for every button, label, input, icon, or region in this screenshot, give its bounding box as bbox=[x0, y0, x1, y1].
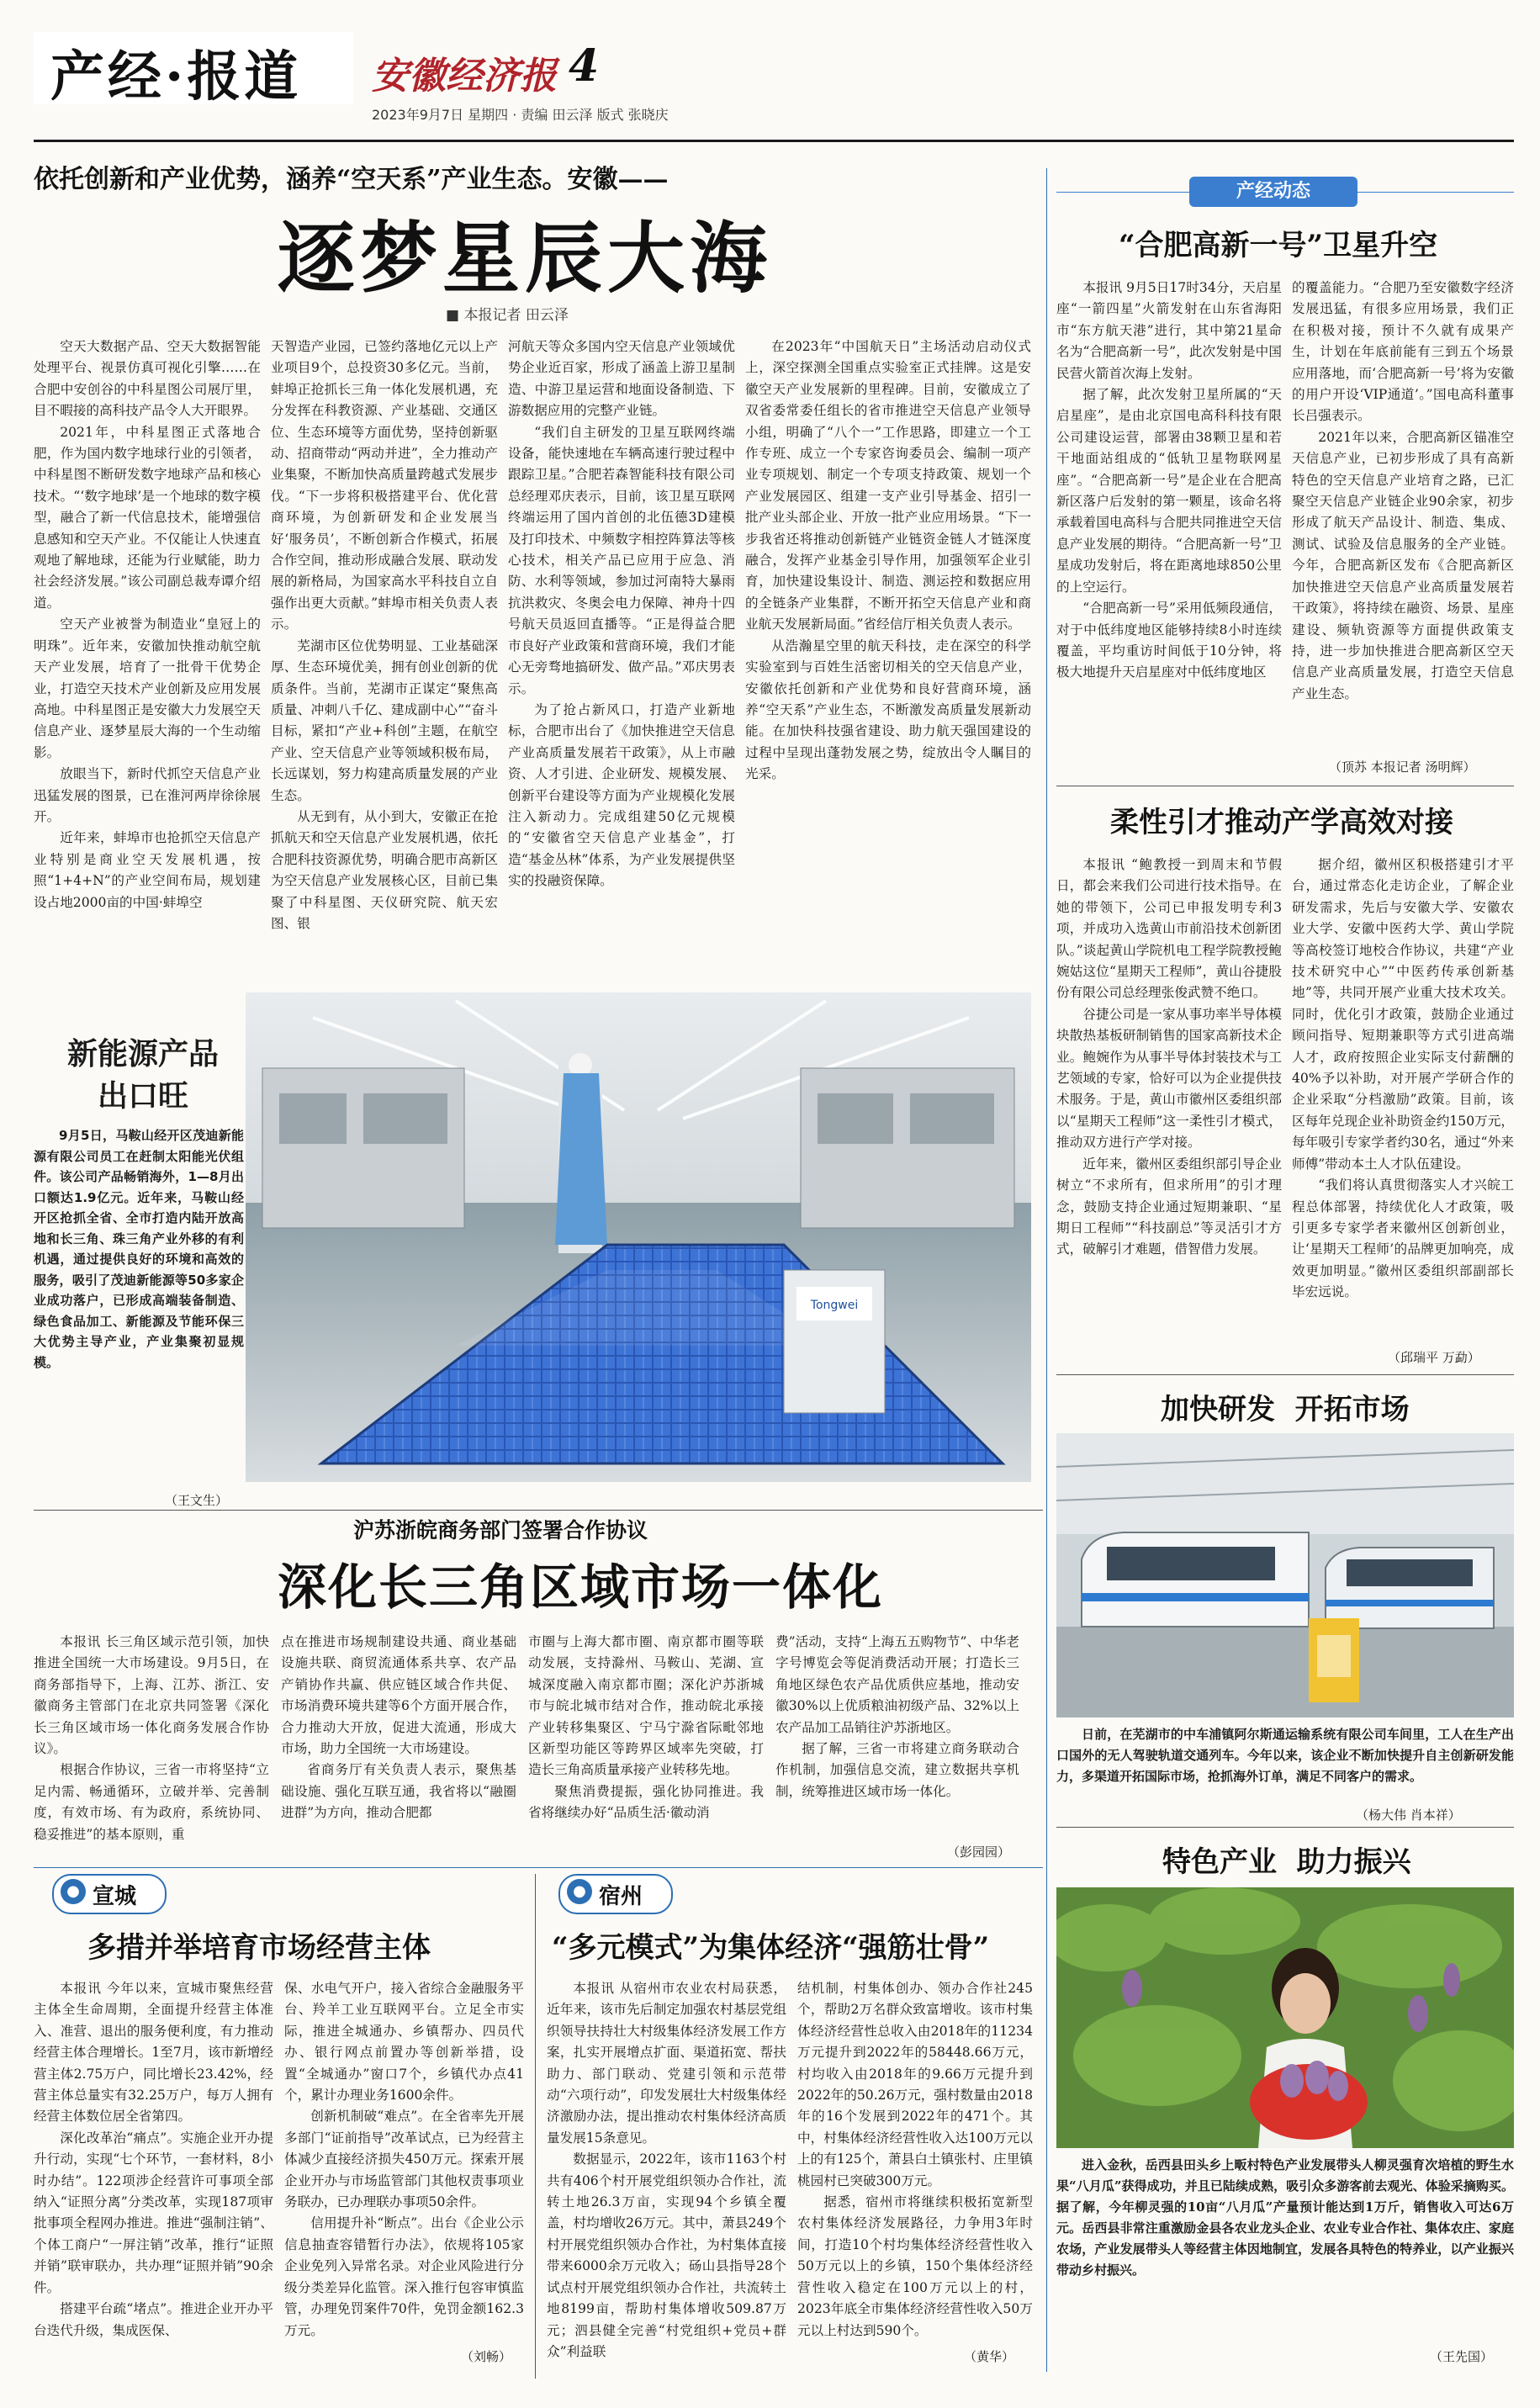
lead-column-1 bbox=[34, 336, 261, 992]
dynamics-banner: 产经动态 bbox=[1189, 177, 1357, 207]
talent-column-2 bbox=[1292, 855, 1514, 1347]
suzhou-credit: （黄华） bbox=[964, 2349, 1015, 2364]
paragraph: 本报讯 长三角区域示范引领，加快推进全国统一大市场建设。9月5日，在商务部指导下，上海、江苏、浙江、安徽商务主管部门在北京共同签署《深化长三角区域市场一体化商务发展合作协议》。 bbox=[34, 1634, 269, 1757]
paragraph: 费”活动，支持“上海五五购物节”、中华老字号博览会等促消费活动开展；打造长三角地区绿色农产品优质供应基地，推动安徽30%以上优质粮油初级产品、32%以上农产品加工品销往沪苏浙地区。 bbox=[775, 1634, 1019, 1735]
trade-column-2 bbox=[281, 1632, 516, 1860]
paragraph: “合肥高新一号”采用低频段通信，对于中低纬度地区能够持续8小时连续覆盖，平均重访时间低于10分钟，将极大地提升天启星座对中低纬度地区 bbox=[1056, 601, 1282, 680]
lead-column-2 bbox=[271, 336, 498, 992]
paragraph: 创新机制破“难点”。在全省率先开展多部门“证前指导”改革试点，已为经营主体减少直接经济损失450万元。探索开展企业开办与市场监管部门其他权责事项业务联办，已办理联办事项50余件。 bbox=[284, 2109, 524, 2210]
trade-column-1 bbox=[34, 1632, 269, 1860]
divider bbox=[1056, 1374, 1514, 1375]
page-number: 4 bbox=[569, 40, 600, 92]
paragraph: 数据显示，2022年，该市1163个村共有406个村开展党组织领办合作社，流转土地26.3万亩，实现94个乡镇全覆盖，村均增收26万元。其中，萧县249个村开展党组织领办合作社，为村集体直接带来6000余万元收入；砀山县指导28个试点村开展党组织领办合作社，共流转土地8199亩，帮助村集体增收509.87万元；泗县健全完善“村党组织+党员+群众”利益联 bbox=[547, 2151, 786, 2359]
paragraph: 近年来，徽州区委组织部引导企业树立“不求所有，但求所用”的引才理念，鼓励支持企业通过短期兼职、“星期日工程师”“科技副总”等灵活引才方式，破解引才难题，借智借力发展。 bbox=[1056, 1156, 1282, 1257]
lead-column-3 bbox=[508, 336, 735, 992]
divider bbox=[34, 1510, 1043, 1511]
divider bbox=[1046, 168, 1047, 2372]
paragraph: 据介绍，徽州区积极搭建引才平台，通过常态化走访企业，了解企业研发需求，先后与安徽大学、安徽农业大学、安徽中医药大学、黄山学院等高校签订地校合作协议，共建“产业技术研究中心”“中医药传承创新基地”等，共同开展产业重大技术攻关。同时，优化引才政策，鼓励企业通过顾问指导、短期兼职等方式引进高端人才，政府按照企业实际支付薪酬的40%予以补助，对开展产学研合作的企业采取“分档激励”政策。目前，该区每年兑现企业补助资金约150万元，每年吸引专家学者约30名，通过“外来师傅”带动本土人才队伍建设。 bbox=[1292, 857, 1514, 1172]
paragraph: “我们自主研发的卫星互联网终端设备，能快速地在车辆高速行驶过程中跟踪卫星。”合肥若森智能科技有限公司总经理邓庆表示，目前，该卫星互联网终端运用了国内首创的北伍德3D建模及打印技术、中频数字相控阵算法等核心技术，相关产品已应用于应急、消防、水利等领域，参加过河南特大暴雨抗洪救灾、冬奥会电力保障、神舟十四号航天员返回直播等。“正是得益合肥市良好产业政策和营商环境，我们才能心无旁骛地搞研发、做产品。”邓庆男表示。 bbox=[508, 424, 735, 696]
booth-label: Tongwei bbox=[810, 1299, 859, 1312]
side-news-title-line: 出口旺 bbox=[97, 1078, 188, 1114]
paragraph: 据了解，三省一市将建立商务联动合作机制，加强信息交流，建立数据共享机制，统筹推进区域市场一体化。 bbox=[775, 1741, 1019, 1799]
satellite-column-2 bbox=[1292, 278, 1514, 757]
lead-column-4 bbox=[745, 336, 1031, 992]
paragraph: 结机制，村集体创办、领办合作社245个，帮助2万名群众致富增收。该市村集体经济经营性总收入由2018年的11234万元提升到2022年的58448.66万元，村均收入由2018年的9.66万元提升到2022年的50.26万元，强村数量由2018年的16个发展到2022年的471个。其中，村集体经济经营性收入达100万元以上的有125个，萧县白土镇张村、庄里镇桃园村已突破300万元。 bbox=[797, 1981, 1033, 2188]
masthead bbox=[0, 0, 1540, 151]
rural-title: 特色产业 助力振兴 bbox=[1162, 1845, 1411, 1879]
solar-factory-illustration bbox=[246, 992, 1031, 1482]
suzhou-column-2 bbox=[797, 1978, 1033, 2345]
suzhou-tag-label: 宿州 bbox=[599, 1884, 643, 1909]
xuancheng-column-1 bbox=[34, 1978, 273, 2365]
talent-column-1 bbox=[1056, 855, 1282, 1368]
paragraph: 本报讯 今年以来，宣城市聚焦经营主体全生命周期，全面提升经营主体准入、准营、退出的服务便利度，有力推动经营主体合理增长。1至7月，该市新增经营主体2.75万户，同比增长23.42%，经营主体总量实有32.25万户，每万人拥有经营主体数位居全省第四。 bbox=[34, 1981, 273, 2125]
satellite-column-1 bbox=[1056, 278, 1282, 779]
trade-kicker: 沪苏浙皖商务部门签署合作协议 bbox=[353, 1518, 648, 1543]
fruit-farmer-illustration bbox=[1056, 1887, 1514, 2148]
paragraph: 谷捷公司是一家从事功率半导体模块散热基板研制销售的国家高新技术企业。鲍婉作为从事半导体封装技术与工艺领域的专家，恰好可以为企业提供技术服务。于是，黄山市徽州区委组织部以“星期天工程师”这一柔性引才模式，推动双方进行产学对接。 bbox=[1056, 1006, 1282, 1151]
side-news-title bbox=[34, 1033, 252, 1117]
paragraph: 2021年，中科星图正式落地合肥，作为国内数字地球行业的引领者，中科星图不断研发数字地球产品和核心技术。“‘数字地球’是一个地球的数字模型，融合了新一代信息技术，能增强信息感知和空天产业。不仅能让人快速直观地了解地球，还能为行业赋能，助力社会经济发展。”该公司副总裁寿谭介绍道。 bbox=[34, 424, 261, 611]
suzhou-title: “多元模式”为集体经济“强筋壮骨” bbox=[552, 1931, 990, 1965]
train-factory-illustration bbox=[1056, 1433, 1514, 1717]
xuancheng-credit: （刘畅） bbox=[461, 2349, 512, 2364]
rural-credit: （王先国） bbox=[1430, 2349, 1494, 2364]
talent-title: 柔性引才推动产学高效对接 bbox=[1110, 806, 1453, 839]
train-factory-photo bbox=[1056, 1433, 1514, 1717]
paragraph: 进入金秋，岳西县田头乡上畈村特色产业发展带头人柳灵强育次培植的野生水果“八月瓜”获得成功，并且已陆续成熟，吸引众多游客前去观光、体验采摘购买。据了解，今年柳灵强的10亩“八月瓜”产量预计能达到1万斤，销售收入可达6万元。岳西县非常注重激励金县各农业龙头企业、农业专业合作社、集体农庄、家庭农场，产业发展带头人等经营主体因地制宜，发展各具特色的特养业，以产业振兴带动乡村振兴。 bbox=[1056, 2157, 1514, 2278]
location-pin-icon: ● bbox=[567, 1879, 592, 1904]
xuancheng-column-2 bbox=[284, 1978, 524, 2345]
paragraph: 省商务厅有关负责人表示，聚焦基础设施、强化互联互通，我省将以“融圈进群”为方向，推动合肥都 bbox=[281, 1762, 516, 1821]
satellite-title: “合肥高新一号”卫星升空 bbox=[1119, 229, 1438, 262]
side-news-credit: （王文生） bbox=[165, 1493, 229, 1508]
lead-kicker: 依托创新和产业优势，涵养“空天系”产业生态。安徽—— bbox=[34, 165, 669, 194]
section-name: 产经·报道 bbox=[50, 45, 302, 108]
paragraph: 日前，在芜湖市的中车浦镇阿尔斯通运输系统有限公司车间里，工人在生产出口国外的无人驾驶轨道交通列车。今年以来，该企业不断加快提升自主创新研发能力，多渠道开拓国际市场，抢抓海外订单，满足不同客户的需求。 bbox=[1056, 1727, 1514, 1784]
paragraph: 从浩瀚星空里的航天科技，走在深空的科学实验室到与百姓生活密切相关的空天信息产业，安徽依托创新和产业优势和良好营商环境，涵养“空天系”产业生态，不断激发高质量发展新动能。在加快科技强省建设、助力航天强国建设的过程中呈现出蓬勃发展之势，绽放出令人瞩目的光采。 bbox=[745, 638, 1031, 782]
paragraph: 在2023年“中国航天日”主场活动启动仪式上，深空探测全国重点实验室正式挂牌。这是安徽空天产业发展新的里程碑。目前，安徽成立了双省委常委任组长的省市推进空天信息产业领导小组，明确了“八个一”工作思路，即建立一个工作专班、成立一个专家咨询委员会、编制一项产业专项规划、制定一个专项支持政策、规划一个产业发展园区、组建一支产业引导基金、招引一批产业头部企业、开放一批产业应用场景。“下一步我省还将推动创新链产业链资金链人才链深度融合，发挥产业基金引导作用，加强领军企业引育，加快建设集设计、制造、测运控和数据应用的全链条产业集群，不断开拓空天信息产业和商业航天发展新局面。”省经信厅相关负责人表示。 bbox=[745, 339, 1031, 632]
xuancheng-tag-label: 宣城 bbox=[93, 1884, 137, 1909]
lead-title: 逐梦星辰大海 bbox=[278, 213, 773, 304]
paragraph: 为了抢占新风口，打造产业新地标，合肥市出台了《加快推进空天信息产业高质量发展若干政策》，从上市融资、人才引进、企业研发、规模发展、创新平台建设等方面为产业规模化发展注入新动力。完成组建50亿元规模的“安徽省空天信息产业基金”，打造“基金丛林”体系，为产业发展提供坚实的投融资保障。 bbox=[508, 701, 735, 889]
fruit-farmer-photo bbox=[1056, 1887, 1514, 2148]
suzhou-column-1 bbox=[547, 1978, 786, 2365]
paragraph: 本报讯 9月5日17时34分，天启星座“一箭四星”火箭发射在山东省海阳市“东方航天港”进行，其中第21星命名为“合肥高新一号”，此次发射是中国民营火箭首次海上发射。 bbox=[1056, 280, 1282, 381]
paragraph: 的覆盖能力。“合肥乃至安徽数字经济发展迅猛，有很多应用场景，我们正在积极对接，预计不久就有成果产生，计划在年底前能有三到五个场景应用落地，而‘合肥高新一号’将为安徽的用户开设‘VIP通道’。”国电高科董事长吕强表示。 bbox=[1292, 280, 1514, 424]
paragraph: 信用提升补“断点”。出台《企业公示信息抽查容错暂行办法》，依规将105家企业免列入异常名录。对企业风险进行分级分类差异化监管。深入推行包容审慎监管，办理免罚案件70件，免罚金额162.3万元。 bbox=[284, 2215, 524, 2338]
paragraph: “我们将认真贯彻落实人才兴皖工程总体部署，持续优化人才政策，吸引更多专家学者来徽州区创新创业，让‘星期天工程师’的品牌更加响亮，成效更加明显。”徽州区委组织部副部长毕宏远说。 bbox=[1292, 1178, 1514, 1300]
masthead-meta: 2023年9月7日 星期四 · 责编 田云泽 版式 张晓庆 bbox=[372, 107, 669, 123]
lead-byline: ■ 本报记者 田云泽 bbox=[446, 307, 569, 324]
side-news-title-line: 新能源产品 bbox=[66, 1036, 219, 1072]
market-credit: （杨大伟 肖本祥） bbox=[1356, 1807, 1461, 1823]
divider bbox=[1056, 1827, 1514, 1828]
paragraph: 搭建平台疏“堵点”。推进企业开办平台迭代升级，集成医保、 bbox=[34, 2301, 273, 2338]
paragraph: 放眼当下，新时代抓空天信息产业迅猛发展的图景，已在淮河两岸徐徐展开。 bbox=[34, 766, 261, 824]
paragraph: 本报讯 从宿州市农业农村局获悉，近年来，该市先后制定加强农村基层党组织领导扶持壮大村级集体经济发展工作方案，扎实开展增点扩面、渠道拓宽、帮扶助力、部门联动、党建引领和示范带动“六项行动”，印发发展壮大村级集体经济激励办法，提出推动农村集体经济高质量发展15条意见。 bbox=[547, 1981, 786, 2146]
paragraph: 芜湖市区位优势明显、工业基础深厚、生态环境优美，拥有创业创新的优质条件。当前，芜湖市正谋定“聚焦高质量、冲刺八千亿、建成副中心”“奋斗目标，紧扣“产业+科创”主题，在航空产业、空天信息产业等领域积极布局，长远谋划，努力构建高质量发展的产业生态。 bbox=[271, 638, 498, 803]
paragraph: 本报讯 “鲍教授一到周末和节假日，都会来我们公司进行技术指导。在她的带领下，公司已申报发明专利3项，并成功入选黄山市前沿技术创新团队。”谈起黄山学院机电工程学院教授鲍婉姑这位“星期天工程师”，黄山谷捷股份有限公司总经理张俊武赞不绝口。 bbox=[1056, 857, 1282, 1001]
paragraph: 保、水电气开户，接入省综合金融服务平台、羚羊工业互联网平台。立足全市实际，推进全城通办、乡镇帮办、四员代办、银行网点前置办等创新举措，设置“全城通办”窗口7个，乡镇代办点41个，累计办理业务1600余件。 bbox=[284, 1981, 524, 2104]
paragraph: 从无到有，从小到大，安徽正在抢抓航天和空天信息产业发展机遇，依托合肥科技资源优势，明确合肥市高新区为空天信息产业发展核心区，目前已集聚了中科星图、天仪研究院、航天宏图、银 bbox=[271, 808, 498, 931]
paragraph: 空天产业被誉为制造业“皇冠上的明珠”。近年来，安徽加快推动航空航天产业发展，培育了一批骨干优势企业，打造空天技术产业创新及应用发展高地。中科星图正是安徽大力发展空天信息产业、逐梦星辰大海的一个生动缩影。 bbox=[34, 617, 261, 760]
location-pin-icon: ● bbox=[61, 1879, 86, 1904]
paragraph: 市圈与上海大都市圈、南京都市圈等联动发展，支持滁州、马鞍山、芜湖、宣城深度融入南京都市圈；深化沪苏浙城市与皖北城市结对合作，推动皖北承接产业转移集聚区、宁马宁滁省际毗邻地区新型功能区等跨界区域率先突破，打造长三角高质量承接产业转移先地。 bbox=[528, 1634, 764, 1778]
paragraph: 聚焦消费提振，强化协同推进。我省将继续办好“品质生活·徽动消 bbox=[528, 1783, 764, 1821]
xuancheng-title: 多措并举培育市场经营主体 bbox=[87, 1931, 431, 1965]
paragraph: 近年来，蚌埠市也抢抓空天信息产业特别是商业空天发展机遇，按照“1+4+N”的产业空间布局，规划建设占地2000亩的中国·蚌埠空 bbox=[34, 830, 261, 910]
trade-column-4 bbox=[775, 1632, 1019, 1839]
divider bbox=[34, 1867, 1043, 1868]
masthead-rule bbox=[34, 140, 1514, 142]
paragraph: 9月5日，马鞍山经开区茂迪新能源有限公司员工在赶制太阳能光伏组件。该公司产品畅销海外，1—8月出口额达1.9亿元。近年来，马鞍山经开区抢抓全省、全市打造内陆开放高地和长三角、珠三角产业外移的有利机遇，通过提供良好的环境和高效的服务，吸引了茂迪新能源等50多家企业成功落户，已形成高端装备制造、绿色食品加工、新能源及节能环保三大优势主导产业，产业集聚初显规模。 bbox=[34, 1128, 244, 1370]
rural-caption bbox=[1056, 2155, 1514, 2365]
paragraph: 据了解，此次发射卫星所属的“天启星座”，是由北京国电高科科技有限公司建设运营，部署由38颗卫星和若干地面站组成的“低轨卫星物联网星座”。“合肥高新一号”是企业在合肥高新区落户后发射的第一颗星，该命名将承载着国电高科与合肥共同推进空天信息产业发展的期待。“合肥高新一号”卫星成功发射后，将在距离地球850公里的上空运行。 bbox=[1056, 387, 1282, 595]
paragraph: 点在推进市场规制建设共通、商业基础设施共联、商贸流通体系共享、农产品产销协作共赢、供应链区域合作共促、市场消费环境共建等6个方面开展合作，合力推动大开放，促进大流通，形成大市场，助力全国统一大市场建设。 bbox=[281, 1634, 516, 1757]
paragraph: 深化改革治“痛点”。实施企业开办提升行动，实现“七个环节，一套材料，8小时办结”。122项涉企经营许可事项全部纳入“证照分离”分类改革，实现187项审批事项全程网办推进。推进“强制注销”、个体工商户“一屏注销”改革，推行“证照并销”联审联办，共办理“证照并销”90余件。 bbox=[34, 2130, 273, 2295]
side-news-body bbox=[34, 1125, 244, 1487]
satellite-credit: （顶苏 本报记者 汤明辉） bbox=[1329, 759, 1476, 775]
trade-title: 深化长三角区域市场一体化 bbox=[278, 1559, 884, 1616]
paragraph: 河航天等众多国内空天信息产业领域优势企业近百家，形成了涵盖上游卫星制造、中游卫星运营和地面设备制造、下游数据应用的完整产业链。 bbox=[508, 339, 735, 419]
trade-credit: （彭园园） bbox=[947, 1844, 1011, 1860]
paragraph: 天智造产业园，已签约落地亿元以上产业项目9个，总投资30多亿元。当前，蚌埠正抢抓长三角一体化发展机遇，充分发挥在科教资源、产业基础、交通区位、生态环境等方面优势，坚持创新驱动、招商带动“两动并进”，全力推动产业集聚，不断加快高质量跨越式发展步伐。“下一步将积极搭建平台、优化营商环境，为创新研发和企业发展当好‘服务员’，不断创新合作模式，拓展合作空间，推动形成融合发展、联动发展的新格局，为国家高水平科技自立自强作出更大贡献。”蚌埠市相关负责人表示。 bbox=[271, 339, 498, 632]
solar-factory-photo bbox=[246, 992, 1031, 1482]
trade-column-3 bbox=[528, 1632, 764, 1860]
paper-name: 安徽经济报 bbox=[372, 55, 557, 98]
paragraph: 据悉，宿州市将继续积极拓宽新型农村集体经济发展路径，力争用3年时间，打造10个村均集体经济经营性收入50万元以上的乡镇，150个集体经济经营性收入稳定在100万元以上的村，2023年底全市集体经济经营性收入50万元以上村达到590个。 bbox=[797, 2194, 1033, 2338]
divider bbox=[535, 1874, 536, 2379]
paragraph: 根据合作协议，三省一市将坚持“立足内需、畅通循环，立破并举、完善制度，有效市场、有为政府，系统协同、稳妥推进”的基本原则，重 bbox=[34, 1762, 269, 1842]
talent-credit: （邱瑞平 万勐） bbox=[1388, 1350, 1480, 1365]
market-title: 加快研发 开拓市场 bbox=[1161, 1393, 1410, 1426]
paragraph: 空天大数据产品、空天大数据智能处理平台、视景仿真可视化引擎……在合肥中安创谷的中科星图公司展厅里，目不暇接的高科技产品令人大开眼界。 bbox=[34, 339, 261, 419]
paragraph: 2021年以来，合肥高新区锚准空天信息产业，已初步形成了具有高新特色的空天信息产业培育之路，已汇聚空天信息产业链企业90余家，初步形成了航天产品设计、制造、集成、测试、试验及信息服务的全产业链。今年，合肥高新区发布《合肥高新区加快推进空天信息产业高质量发展若干政策》，将持续在融资、场景、星座建设、频轨资源等方面提供政策支持，进一步加快推进合肥高新区空天信息产业高质量发展，打造空天信息产业生态。 bbox=[1292, 429, 1514, 701]
